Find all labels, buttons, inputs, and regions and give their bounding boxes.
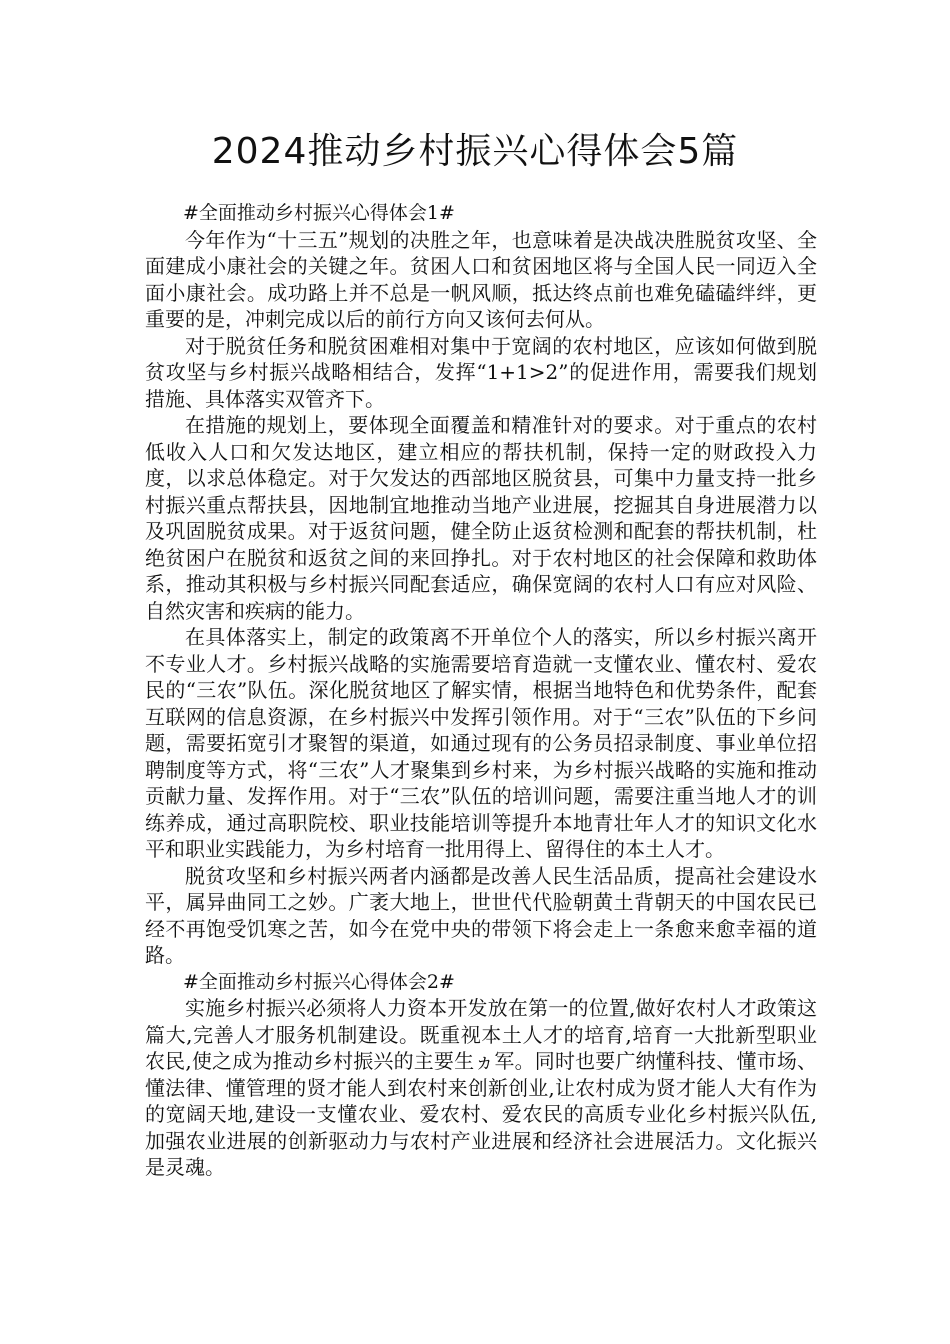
document-title: 2024推动乡村振兴心得体会5篇 xyxy=(211,131,739,172)
paragraph: 今年作为“十三五”规划的决胜之年，也意味着是决战决胜脱贫攻坚、全面建成小康社会的关键之年。贫困人口和贫困地区将与全国人民一同迈入全面小康社会。成功路上并不总是一帆风顺，抵达终点前也难免磕磕绊绊，更重要的是，冲刺完成以后的前行方向又该何去何从。 xyxy=(145,227,817,331)
paragraph: 脱贫攻坚和乡村振兴两者内涵都是改善人民生活品质，提高社会建设水平，属异曲同工之妙。广袤大地上，世世代代脸朝黄土背朝天的中国农民已经不再饱受饥寒之苦，如今在党中央的带领下将会走上一条愈来愈幸福的道路。 xyxy=(145,863,817,967)
paragraph: 在具体落实上，制定的政策离不开单位个人的落实，所以乡村振兴离开不专业人才。乡村振兴战略的实施需要培育造就一支懂农业、懂农村、爱农民的“三农”队伍。深化脱贫地区了解实情，根据当地特色和优势条件，配套互联网的信息资源，在乡村振兴中发挥引领作用。对于“三农”队伍的下乡问题，需要拓宽引才聚智的渠道，如通过现有的公务员招录制度、事业单位招聘制度等方式，将“三农”人才聚集到乡村来，为乡村振兴战略的实施和推动贡献力量、发挥作用。对于“三农”队伍的培训问题，需要注重当地人才的训练养成，通过高职院校、职业技能培训等提升本地青壮年人才的知识文化水平和职业实践能力，为乡村培育一批用得上、留得住的本土人才。 xyxy=(145,625,817,861)
section-heading: #全面推动乡村振兴心得体会1# xyxy=(183,202,455,224)
paragraph: 在措施的规划上，要体现全面覆盖和精准针对的要求。对于重点的农村低收入人口和欠发达地区，建立相应的帮扶机制，保持一定的财政投入力度，以求总体稳定。对于欠发达的西部地区脱贫县，可集中力量支持一批乡村振兴重点帮扶县，因地制宜地推动当地产业进展，挖掘其自身进展潜力以及巩固脱贫成果。对于返贫问题，健全防止返贫检测和配套的帮扶机制，杜绝贫困户在脱贫和返贫之间的来回挣扎。对于农村地区的社会保障和救助体系，推动其积极与乡村振兴同配套适应，确保宽阔的农村人口有应对风险、自然灾害和疾病的能力。 xyxy=(145,413,817,623)
paragraph: 实施乡村振兴必须将人力资本开发放在第一的位置,做好农村人才政策这篇大,完善人才服务机制建设。既重视本土人才的培育,培育一大批新型职业农民,使之成为推动乡村振兴的主要生ヵ军。同时也要广纳懂科技、懂市场、懂法律、懂管理的贤才能人到农村来创新创业,让农村成为贤才能人大有作为的宽阔天地,建设一支懂农业、爱农村、爱农民的高质专业化乡村振兴队伍,加强农业进展的创新驱动力与农村产业进展和经济社会进展活力。文化振兴是灵魂。 xyxy=(145,996,817,1179)
paragraph: 对于脱贫任务和脱贫困难相对集中于宽阔的农村地区，应该如何做到脱贫攻坚与乡村振兴战略相结合，发挥“1+1>2”的促进作用，需要我们规划措施、具体落实双管齐下。 xyxy=(145,333,817,411)
section-heading: #全面推动乡村振兴心得体会2# xyxy=(183,970,455,993)
document-body xyxy=(145,200,817,1181)
